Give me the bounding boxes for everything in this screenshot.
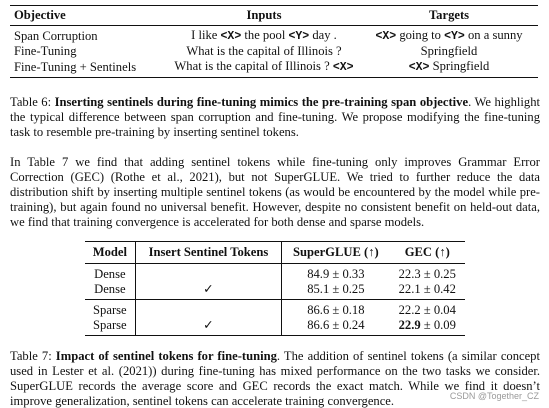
table-row	[85, 264, 465, 283]
caption-text: . The addition of sentinel tokens (a similar concept used in Lester et al. (2021)) during fine-tuning has mixed performance on the two tasks we consider. SuperGLUE records the average score and GEC records the exact match. While we find it doesn’t improve generalization, sentinel tokens can accelerate training convergence.	[10, 349, 540, 408]
input-cell: What is the capital of Illinois ?	[186, 44, 342, 58]
superglue-cell: 86.6 ± 0.18	[307, 303, 365, 317]
table-6-header-targets: Targets	[360, 6, 538, 26]
sentinel-cell: ✓	[135, 318, 281, 336]
superglue-cell: 84.9 ± 0.33	[307, 267, 365, 281]
table-7-header-model: Model	[85, 242, 135, 264]
input-cell: What is the capital of Illinois ? <X>	[168, 59, 360, 78]
model-cell: Sparse	[85, 318, 135, 336]
target-cell: Springfield	[420, 44, 478, 58]
sentinel-cell	[135, 264, 281, 283]
caption-text: . We highlight the typical difference between span corruption and fine-tuning. We propose modifying the fine-tuning task to resemble pre-training by inserting sentinel tokens.	[10, 95, 540, 139]
gec-cell	[390, 318, 465, 336]
gec-cell: 22.2 ± 0.04	[398, 303, 456, 317]
target-cell: <X> Springfield	[360, 59, 538, 78]
table-7-header-superglue: SuperGLUE (↑)	[282, 242, 390, 264]
table-row	[85, 282, 465, 300]
target-cell: <X> going to <Y> on a sunny	[375, 28, 523, 43]
sentinel-cell: ✓	[135, 282, 281, 300]
caption-title: Inserting sentinels during fine-tuning mimics the pre-training span objective	[54, 95, 469, 109]
table-6-header-inputs: Inputs	[168, 6, 360, 26]
table-row	[10, 26, 538, 45]
sentinel-cell	[135, 300, 281, 319]
objective-cell: Fine-Tuning	[14, 44, 77, 58]
model-cell: Dense	[85, 264, 135, 283]
input-cell: I like <X> the pool <Y> day .	[191, 28, 337, 43]
gec-cell: 22.3 ± 0.25	[398, 267, 456, 281]
gec-best-value: 22.9	[398, 318, 421, 332]
watermark: CSDN @Together_CZ	[449, 391, 539, 401]
table-row	[10, 59, 538, 78]
table-6-caption	[10, 95, 540, 140]
model-cell: Dense	[85, 282, 135, 300]
objective-cell: Span Corruption	[14, 28, 98, 43]
caption-label: Table 7:	[10, 349, 56, 363]
superglue-cell: 85.1 ± 0.25	[282, 282, 390, 300]
table-6-header-objective: Objective	[10, 6, 168, 26]
table-7-header-row	[85, 242, 465, 264]
superglue-cell: 86.6 ± 0.24	[282, 318, 390, 336]
model-cell: Sparse	[85, 300, 135, 319]
caption-title: Impact of sentinel tokens for fine-tuning	[55, 349, 277, 363]
table-7	[85, 241, 465, 336]
table-row	[10, 44, 538, 59]
gec-best-error: ± 0.09	[420, 318, 456, 332]
body-paragraph: In Table 7 we find that adding sentinel tokens while fine-tuning only improves Grammar Error Correction (GEC) (Rothe et al., 2021), but not SuperGLUE. We tried to further reduce the data distribution shift by inserting multiple sentinel tokens (as would be encountered by the model while pre-training), but again found no universal benefit. However, despite no consistent benefit on held-out data, we find that training convergence is accelerated for both dense and sparse models.	[10, 155, 540, 229]
gec-cell: 22.1 ± 0.42	[390, 282, 465, 300]
table-6-header-row	[10, 6, 538, 26]
objective-cell: Fine-Tuning + Sentinels	[10, 59, 168, 78]
table-7-header-sentinel: Insert Sentinel Tokens	[135, 242, 281, 264]
table-row	[85, 318, 465, 336]
table-row	[85, 300, 465, 319]
table-7-header-gec: GEC (↑)	[390, 242, 465, 264]
caption-label: Table 6:	[10, 95, 55, 109]
table-6	[10, 5, 538, 78]
